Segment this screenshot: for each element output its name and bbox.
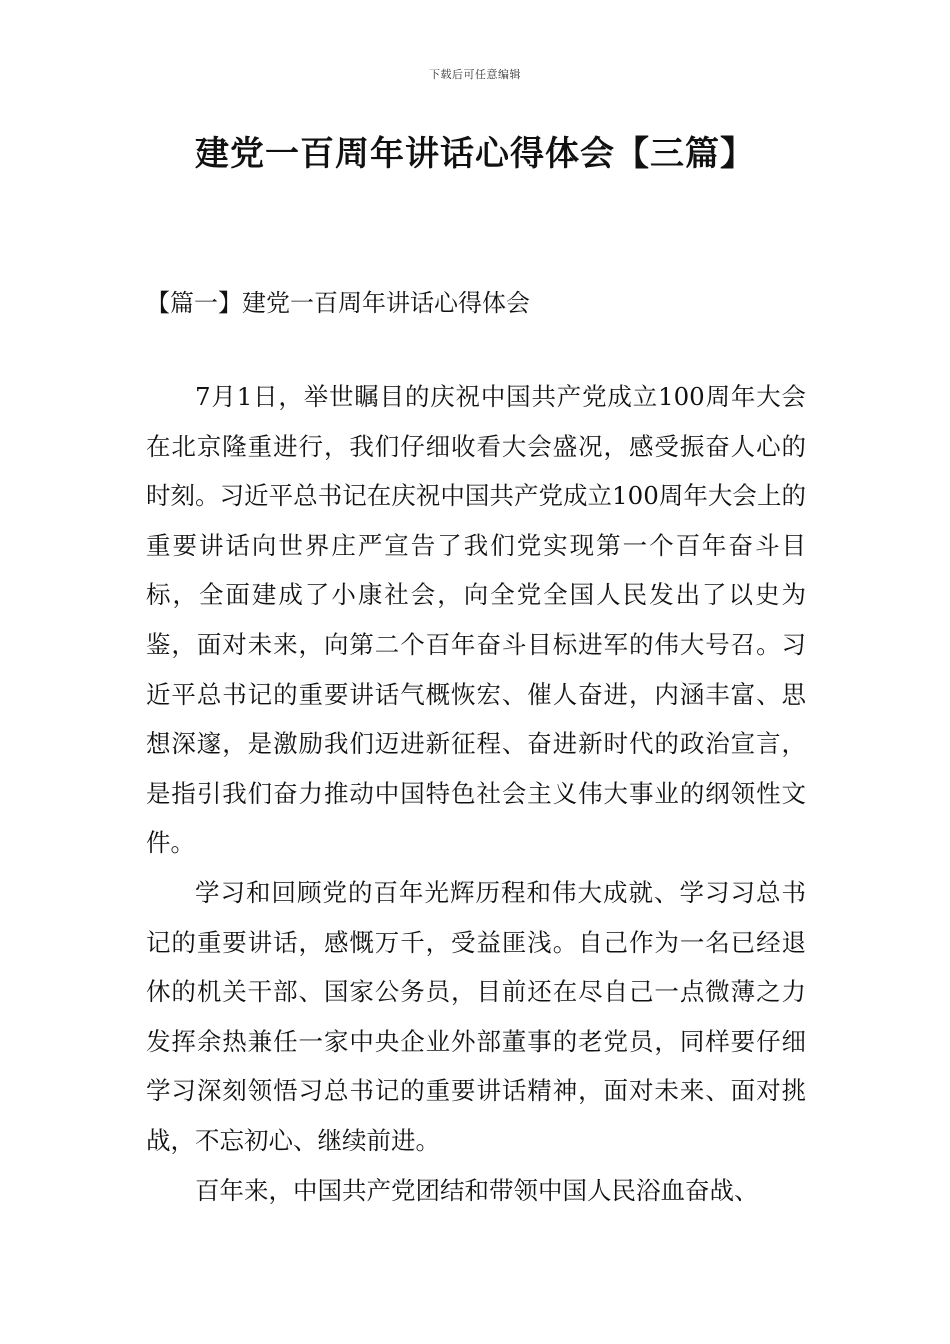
paragraph-3: 百年来，中国共产党团结和带领中国人民浴血奋战、 (195, 1175, 759, 1205)
paragraph-2: 学习和回顾党的百年光辉历程和伟大成就、学习习总书记的重要讲话，感慨万千，受益匪浅。自己作为一名已经退休的机关干部、国家公务员，目前还在尽自己一点微薄之力发挥余热兼任一家中央企业外部董事的老党员，同样要仔细学习深刻领悟习总书记的重要讲话精神，面对未来、面对挑战，不忘初心、继续前进。 (146, 877, 806, 1155)
section-heading: 【篇一】建党一百周年讲话心得体会 (146, 289, 530, 317)
document-body (146, 372, 806, 1215)
header-note: 下载后可任意编辑 (429, 68, 521, 81)
paragraph-1: 7月1日，举世瞩目的庆祝中国共产党成立100周年大会在北京隆重进行，我们仔细收看大会盛况，感受振奋人心的时刻。习近平总书记在庆祝中国共产党成立100周年大会上的重要讲话向世界庄严宣告了我们党实现第一个百年奋斗目标，全面建成了小康社会，向全党全国人民发出了以史为鉴，面对未来，向第二个百年奋斗目标进军的伟大号召。习近平总书记的重要讲话气概恢宏、催人奋进，内涵丰富、思想深邃，是激励我们迈进新征程、奋进新时代的政治宣言，是指引我们奋力推动中国特色社会主义伟大事业的纲领性文件。 (146, 382, 806, 858)
document-title: 建党一百周年讲话心得体会【三篇】 (195, 134, 755, 174)
